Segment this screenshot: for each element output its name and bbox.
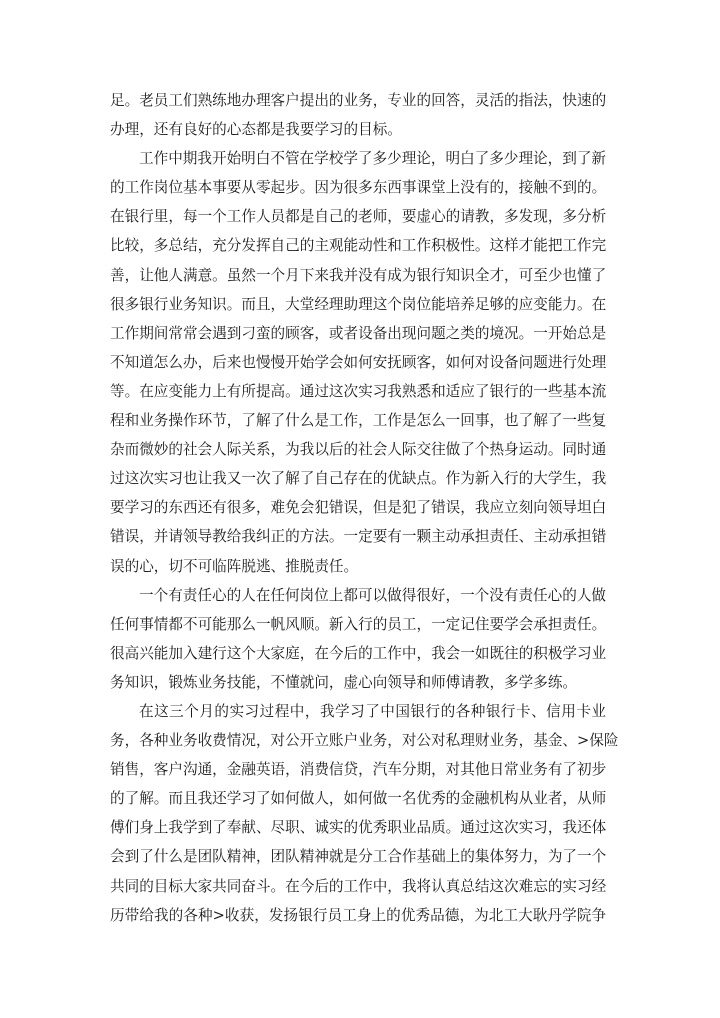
text-line: 程和业务操作环节，了解了什么是工作，工作是怎么一回事，也了解了一些复 [110, 412, 607, 430]
text-line: 任何事情都不可能那么一帆风顺。新入行的员工，一定记住要学会承担责任。 [110, 615, 607, 633]
text-line: 工作中期我开始明白不管在学校学了多少理论，明白了多少理论，到了新 [139, 150, 607, 168]
text-line: 不知道怎么办，后来也慢慢开始学会如何安抚顾客，如何对设备问题进行处理 [110, 353, 607, 371]
text-line: 会到了什么是团队精神，团队精神就是分工合作基础上的集体努力，为了一个 [110, 848, 607, 866]
text-line: 比较，多总结，充分发挥自己的主观能动性和工作积极性。这样才能把工作完 [110, 237, 607, 255]
body-text [110, 86, 619, 930]
text-line: 善，让他人满意。虽然一个月下来我并没有成为银行知识全才，可至少也懂了 [110, 266, 607, 284]
text-line: 务，各种业务收费情况，对公开立账户业务，对公对私理财业务，基金、>保险 [110, 732, 619, 750]
text-line: 务知识，锻炼业务技能，不懂就问，虚心向领导和师傅请教，多学多练。 [110, 673, 578, 691]
text-line: 共同的目标大家共同奋斗。在今后的工作中，我将认真总结这次难忘的实习经 [110, 877, 607, 895]
text-line: 等。在应变能力上有所提高。通过这次实习我熟悉和适应了银行的一些基本流 [110, 382, 607, 400]
text-line: 的了解。而且我还学习了如何做人，如何做一名优秀的金融机构从业者，从师 [110, 790, 607, 808]
text-line: 历带给我的各种>收获，发扬银行员工身上的优秀品德，为北工大耿丹学院争 [110, 906, 606, 924]
text-line: 一个有责任心的人在任何岗位上都可以做得很好，一个没有责任心的人做 [139, 586, 607, 604]
text-line: 杂而微妙的社会人际关系，为我以后的社会人际交往做了个热身运动。同时通 [110, 441, 607, 459]
text-line: 要学习的东西还有很多，难免会犯错误，但是犯了错误，我应立刻向领导坦白 [110, 499, 607, 517]
text-line: 销售，客户沟通，金融英语，消费信贷，汽车分期，对其他日常业务有了初步 [110, 761, 607, 779]
text-line: 很高兴能加入建行这个大家庭，在今后的工作中，我会一如既往的积极学习业 [110, 644, 607, 662]
text-line: 错误，并请领导教给我纠正的方法。一定要有一颗主动承担责任、主动承担错 [110, 528, 607, 546]
text-line: 误的心，切不可临阵脱逃、推脱责任。 [110, 557, 359, 575]
text-line: 在银行里，每一个工作人员都是自己的老师，要虚心的请教，多发现，多分析 [110, 208, 607, 226]
text-line: 在这三个月的实习过程中，我学习了中国银行的各种银行卡、信用卡业 [139, 702, 606, 720]
text-line: 足。老员工们熟练地办理客户提出的业务，专业的回答，灵活的指法，快速的 [110, 92, 607, 109]
text-line: 工作期间常常会遇到刁蛮的顾客，或者设备出现问题之类的境况。一开始总是 [110, 324, 607, 342]
text-line: 傅们身上我学到了奉献、尽职、诚实的优秀职业品质。通过这次实习，我还体 [110, 819, 607, 837]
text-line: 的工作岗位基本事要从零起步。因为很多东西事课堂上没有的，接触不到的。 [110, 179, 607, 197]
text-line: 过这次实习也让我又一次了解了自己存在的优缺点。作为新入行的大学生，我 [110, 470, 607, 488]
text-line: 很多银行业务知识。而且，大堂经理助理这个岗位能培养足够的应变能力。在 [110, 295, 607, 313]
text-line: 办理，还有良好的心态都是我要学习的目标。 [110, 121, 402, 139]
